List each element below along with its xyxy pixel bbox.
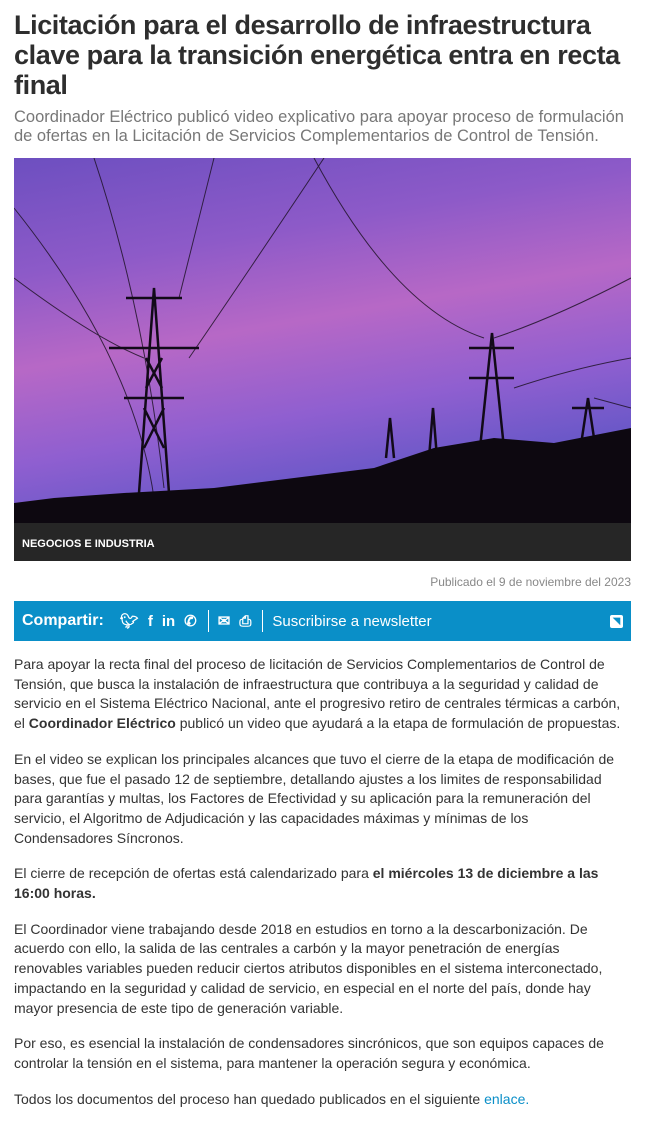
whatsapp-icon[interactable]: ✆: [184, 613, 197, 630]
documents-link[interactable]: enlace.: [484, 1090, 530, 1107]
bold-text: Coordinador Eléctrico: [28, 715, 176, 732]
newsletter-link[interactable]: Suscribirse a newsletter: [272, 612, 432, 630]
text: publicó un video que ayudará a la etapa de formulación de propuestas.: [175, 715, 621, 732]
text: Para apoyar la recta final del proceso de licitación de Servicios Complementarios de Control de Tensión, que busca la instalación de infraestructura que contribuya a la seguridad y calidad de servicio en el Sistema Eléctrico Nacional, ante el progresivo retiro de centrales térmicas a carbón, el: [14, 656, 621, 732]
category-label: NEGOCIOS E INDUSTRIA: [14, 523, 631, 561]
pylon-silhouette: [14, 158, 631, 523]
article-image-power-lines: [14, 158, 631, 523]
publish-date: Publicado el 9 de noviembre del 2023: [430, 575, 631, 589]
rss-icon[interactable]: ◥: [610, 615, 623, 628]
paragraph: [14, 655, 631, 734]
bold-text: el miércoles 13 de diciembre a las 16:00 horas.: [14, 865, 599, 902]
article-subtitle: Coordinador Eléctrico publicó video explicativo para apoyar proceso de formulación de ofertas en la Licitación de Servicios Complementarios de Control de Tensión.: [14, 108, 624, 145]
paragraph: El Coordinador viene trabajando desde 2018 en estudios en torno a la descarbonización. De acuerdo con ello, la salida de las centrales a carbón y la mayor penetración de energías renovables variables pueden reducir ciertos atributos disponibles en el sistema interconectado, impactando en la seguridad y calidad de servicio, en especial en el norte del país, donde hay mayor presencia de este tipo de generación variable.: [14, 920, 603, 1016]
share-label: Compartir:: [22, 612, 104, 629]
divider: [262, 610, 263, 632]
article-title: Licitación para el desarrollo de infraestructura clave para la transición energética entra en recta final: [14, 10, 620, 100]
share-bar: [14, 601, 631, 641]
text: El cierre de recepción de ofertas está calendarizado para: [14, 865, 373, 882]
linkedin-icon[interactable]: in: [161, 612, 176, 630]
paragraph: [14, 864, 631, 903]
divider: [208, 610, 209, 632]
article-body: [14, 655, 631, 1109]
paragraph: [14, 1090, 631, 1110]
twitter-icon[interactable]: 🐦︎: [119, 613, 139, 630]
paragraph: Por eso, es esencial la instalación de condensadores sincrónicos, que son equipos capaces de controlar la tensión en el sistema, para mantener la operación segura y económica.: [14, 1035, 604, 1071]
email-icon[interactable]: ✉: [217, 613, 231, 630]
paragraph: En el video se explican los principales alcances que tuvo el cierre de la etapa de modificación de bases, que fue el pasado 12 de septiembre, detallando ajustes a los limites de responsabilidad para garantías y multas, los Factores de Efectividad y su aplicación para la remuneración del servicio, el Algoritmo de Adjudicación y las capacidades máximas y mínimas de los Condensadores Síncronos.: [14, 750, 615, 846]
facebook-icon[interactable]: f: [147, 612, 153, 630]
article: [14, 0, 631, 1109]
print-icon[interactable]: ⎙: [239, 612, 252, 630]
text: Todos los documentos del proceso han quedado publicados en el siguiente: [14, 1090, 485, 1107]
